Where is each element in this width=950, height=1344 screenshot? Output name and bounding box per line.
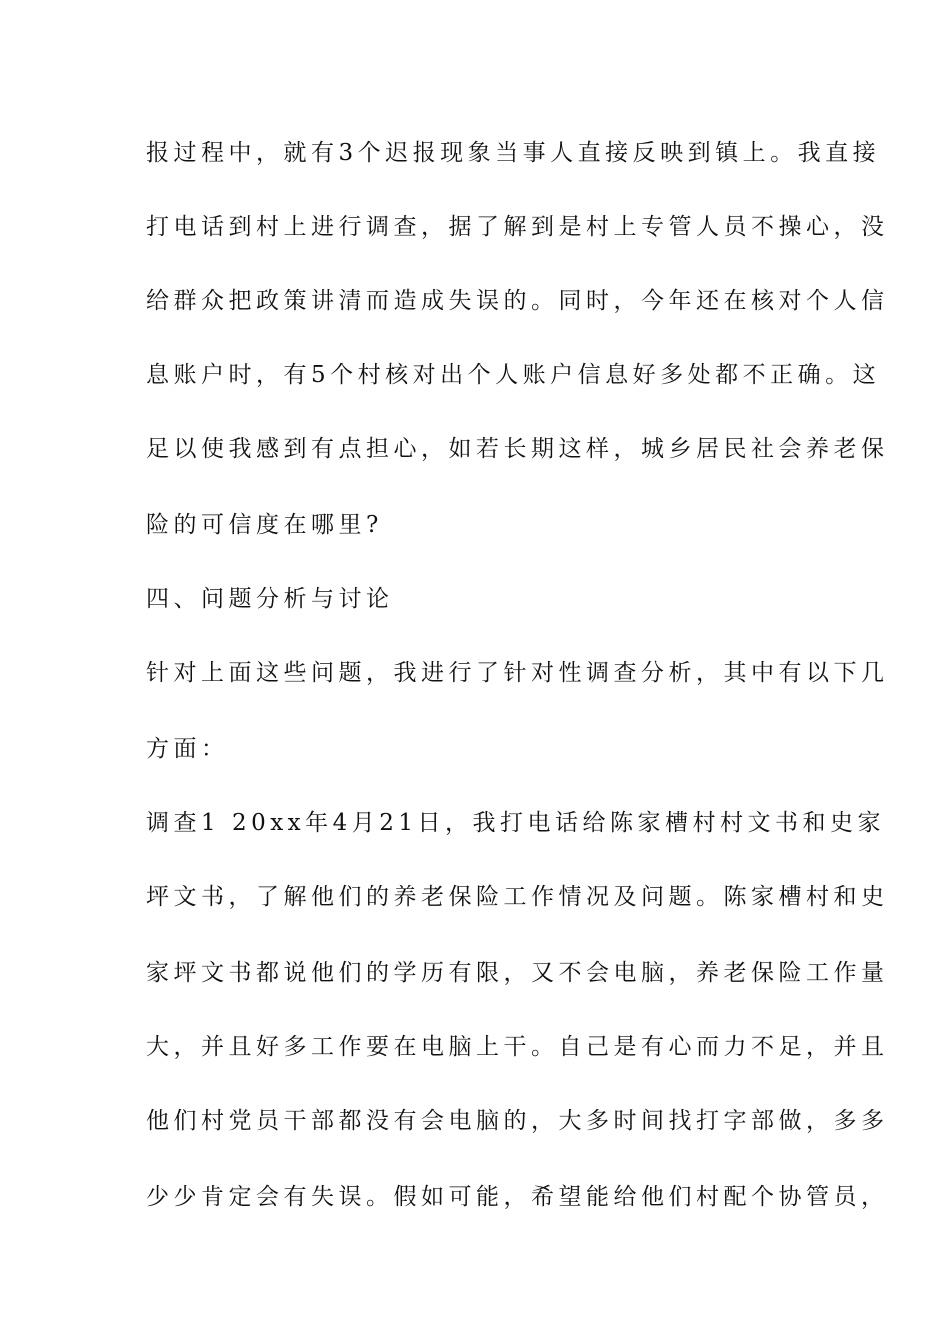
- paragraph-line: 险的可信度在哪里?: [146, 512, 383, 538]
- paragraph-line: 调查1 20xx年4月21日，我打电话给陈家槽村村文书和史家: [146, 810, 886, 836]
- paragraph-line: 打电话到村上进行调查，据了解到是村上专管人员不操心，没: [146, 214, 889, 240]
- paragraph-line: 针对上面这些问题，我进行了针对性调查分析，其中有以下几: [146, 660, 889, 686]
- paragraph-line: 少少肯定会有失误。假如可能，希望能给他们村配个协管员，: [146, 1184, 889, 1210]
- paragraph-line: 报过程中，就有3个迟报现象当事人直接反映到镇上。我直接: [146, 140, 881, 166]
- paragraph-line: 足以使我感到有点担心，如若长期这样，城乡居民社会养老保: [146, 436, 889, 462]
- section-heading: 四、问题分析与讨论: [146, 586, 394, 612]
- paragraph-line: 家坪文书都说他们的学历有限，又不会电脑，养老保险工作量: [146, 960, 889, 986]
- paragraph-line: 方面：: [146, 736, 229, 762]
- paragraph-line: 大，并且好多工作要在电脑上干。自己是有心而力不足，并且: [146, 1034, 889, 1060]
- paragraph-line: 他们村党员干部都没有会电脑的，大多时间找打字部做，多多: [146, 1108, 889, 1134]
- paragraph-line: 给群众把政策讲清而造成失误的。同时，今年还在核对个人信: [146, 288, 889, 314]
- paragraph-line: 坪文书，了解他们的养老保险工作情况及问题。陈家槽村和史: [146, 884, 889, 910]
- paragraph-line: 息账户时，有5个村核对出个人账户信息好多处都不正确。这: [146, 362, 881, 388]
